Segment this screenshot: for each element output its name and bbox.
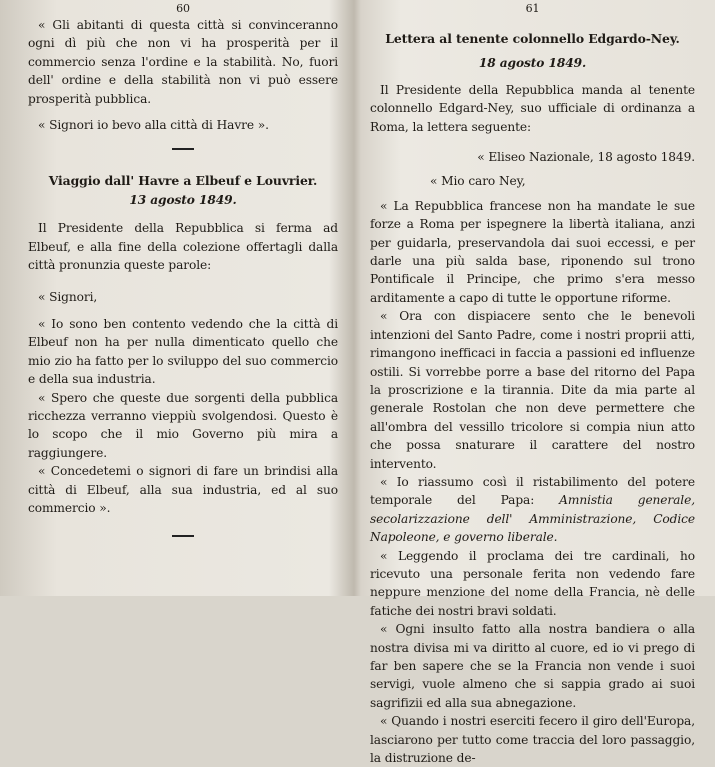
page-number: 60 xyxy=(176,2,190,15)
left-page xyxy=(0,0,356,596)
paragraph xyxy=(370,473,695,547)
paragraph: « Signori, xyxy=(38,290,98,305)
paragraph: « Leggendo il proclama dei tre cardinali, ho ricevuto una personale ferita non vedendo fare neppure menzione del nome della Francia, nè delle fatiche dei nostri bravi soldati. xyxy=(370,548,695,618)
section-heading: Viaggio dall' Havre a Elbeuf e Louvrier. xyxy=(48,173,318,189)
section-date: 13 agosto 1849. xyxy=(129,192,237,207)
paragraph: « Quando i nostri eserciti fecero il giro dell'Europa, lasciarono per tutto come traccia del loro passaggio, la distruzione de- xyxy=(370,714,695,766)
section-date: 18 agosto 1849. xyxy=(478,56,587,71)
paragraph: « Signori io bevo alla città di Havre ». xyxy=(38,118,269,133)
paragraph: « Io sono ben contento vedendo che la città di Elbeuf non ha per nulla dimenticato quello che mio zio ha fatto per lo sviluppo del suo commercio e della sua industria. xyxy=(28,316,338,387)
paragraph: Il Presidente della Repubblica manda al tenente colonnello Edgard-Ney, suo ufficiale di ordinanza a Roma, la lettera seguente: xyxy=(370,82,695,134)
page-number: 61 xyxy=(525,2,540,15)
letter-salutation: « Mio caro Ney, xyxy=(430,174,526,189)
paragraph: « Spero che queste due sorgenti della pubblica ricchezza verranno vieppiù svolgendosi. Questo è lo scopo che il mio Governo più mira a raggiungere. xyxy=(28,390,338,460)
letter-place-date: « Eliseo Nazionale, 18 agosto 1849. xyxy=(477,150,695,165)
paragraph: « Ogni insulto fatto alla nostra bandiera o alla nostra divisa mi va diritto al cuore, ed io vi prego di far ben sapere che se la Francia non vende i suoi servigi, vuole almeno che si sappia grado ai suoi sagrifizii ed alla sua abnegazione. xyxy=(370,622,695,710)
paragraph: « Concedetemi o signori di fare un brindisi alla città di Elbeuf, alla sua industria, ed al suo commercio ». xyxy=(28,464,338,515)
paragraph-text: « Io riassumo così il ristabilimento del potere temporale del Papa: xyxy=(370,474,695,508)
separator-rule xyxy=(172,535,194,537)
paragraph: Il Presidente della Repubblica si ferma ad Elbeuf, e alla fine della colezione offertagli dalla città pronunzia queste parole: xyxy=(28,221,338,273)
paragraph: « Gli abitanti di questa città si convinceranno ogni dì più che non vi ha prosperità per il commercio senza l'ordine e la stabilità. No, fuori dell' ordine e della stabilità non vi può essere prosperità pubblica. xyxy=(28,18,338,106)
paragraph: « La Repubblica francese non ha mandate le sue forze a Roma per ispegnere la libertà italiana, anzi per guidarla, preservandola dai suoi eccessi, e per darle una più salda base, riponendo sul trono Pontificale il Principe, che primo s'era messo arditamente a capo di tutte le opportune riforme. xyxy=(370,198,695,305)
section-heading: Lettera al tenente colonnello Edgardo-Ney. xyxy=(385,31,680,46)
paragraph-emphasis: Amnistia generale, secolarizzazione dell' Amministrazione, Codice Napoleone, e governo liberale. xyxy=(370,493,695,545)
paragraph: « Ora con dispiacere sento che le benevoli intenzioni del Santo Padre, come i nostri proprii atti, rimangono inefficaci in faccia a passioni ed influenze ostili. Si vorrebbe porre a base del ritorno del Papa la proscrizione e la tirannia. Dite da mia parte al generale Rostolan che non deve permettere che all'ombra del vessillo tricolore si compia niun atto che possa snaturare il carattere del nostro intervento. xyxy=(370,309,695,471)
right-page xyxy=(360,0,715,766)
